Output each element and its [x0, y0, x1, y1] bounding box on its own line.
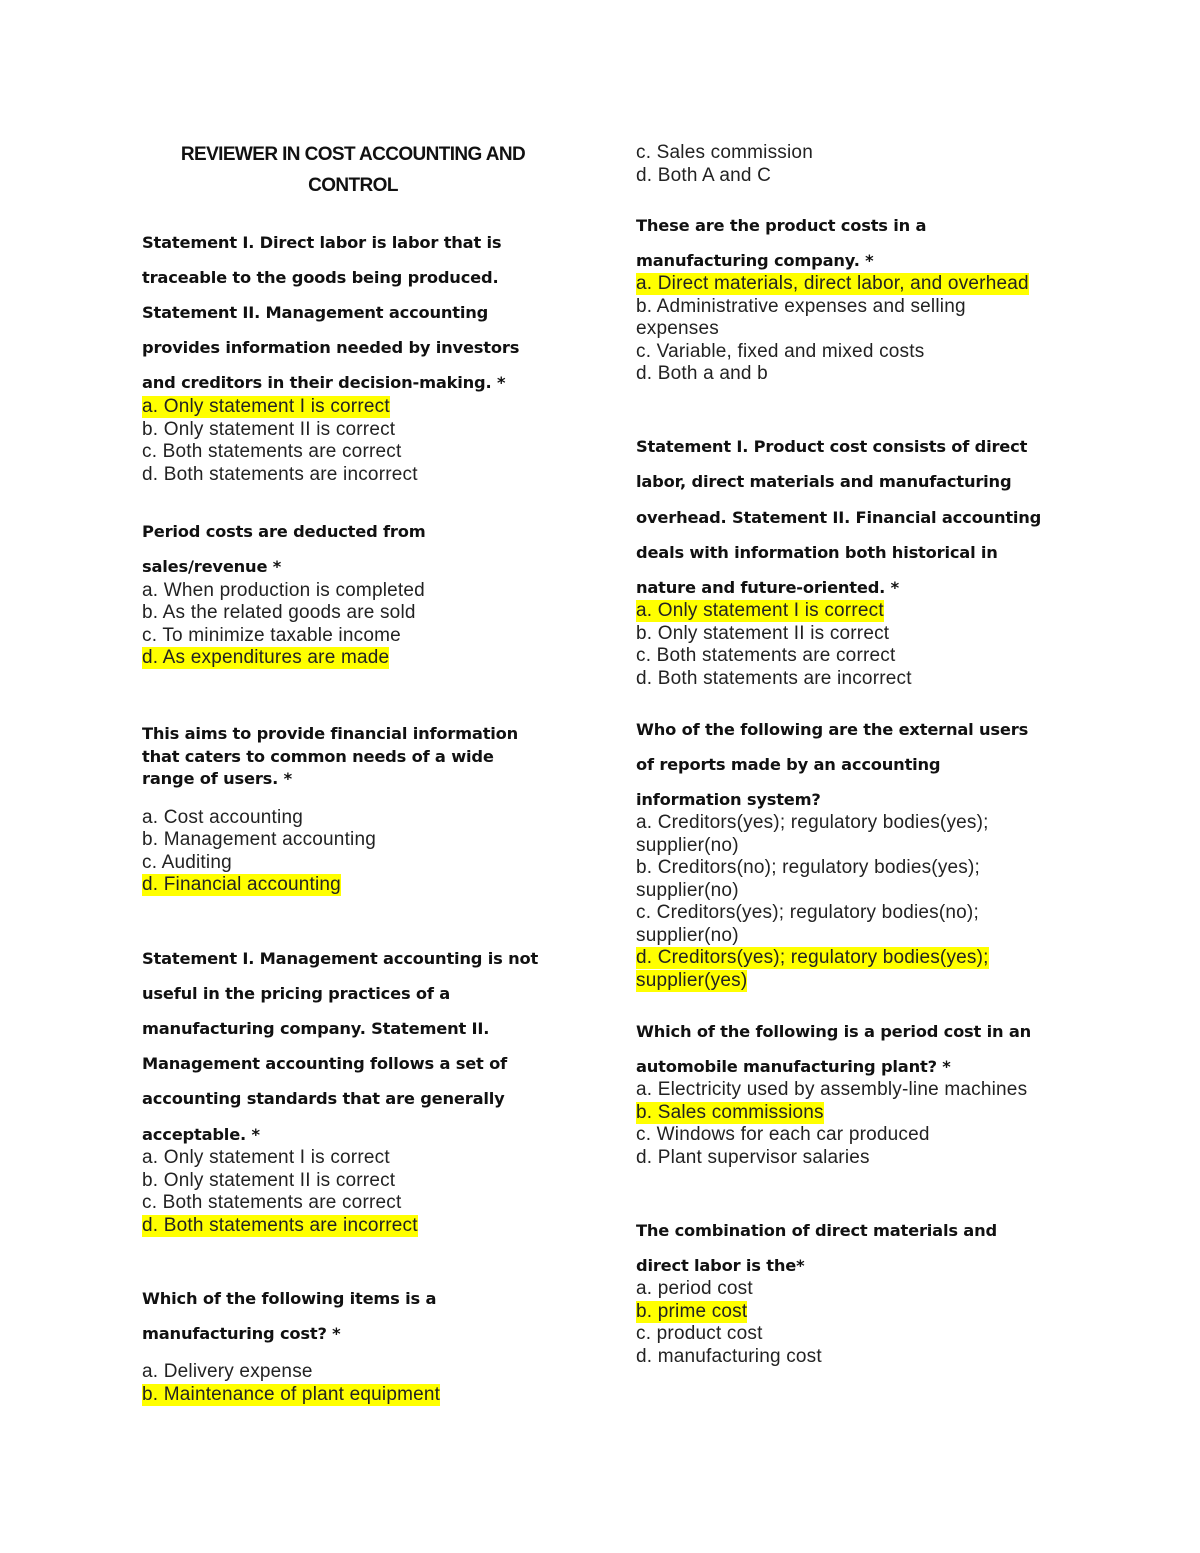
- question-text: nature and future-oriented. *: [636, 578, 899, 597]
- document-title-line-1: REVIEWER IN COST ACCOUNTING AND: [180, 144, 526, 165]
- answer-option: b. Management accounting: [142, 829, 377, 850]
- answer-option-highlighted: supplier(yes): [636, 970, 748, 991]
- answer-option-highlighted: d. Financial accounting: [142, 874, 341, 895]
- answer-option-highlighted: d. Both statements are incorrect: [142, 1215, 418, 1236]
- answer-option-highlighted: d. As expenditures are made: [142, 647, 390, 668]
- answer-option: d. manufacturing cost: [636, 1346, 822, 1367]
- question-text: Who of the following are the external users: [636, 720, 1029, 739]
- question-text: This aims to provide financial information: [142, 724, 519, 743]
- question-text: These are the product costs in a: [636, 216, 927, 235]
- question-text: automobile manufacturing plant? *: [636, 1057, 951, 1076]
- answer-option: d. Both statements are incorrect: [636, 668, 912, 689]
- answer-option: c. Sales commission: [636, 142, 813, 163]
- question-text: information system?: [636, 790, 821, 809]
- question-text: sales/revenue *: [142, 557, 282, 576]
- question-text: labor, direct materials and manufacturing: [636, 472, 1012, 491]
- answer-option-highlighted: a. Only statement I is correct: [636, 600, 884, 621]
- answer-option: b. Only statement II is correct: [142, 419, 396, 440]
- answer-option-highlighted: d. Creditors(yes); regulatory bodies(yes);: [636, 947, 989, 968]
- question-text: deals with information both historical in: [636, 543, 998, 562]
- answer-option: d. Both A and C: [636, 165, 772, 186]
- answer-option: c. Windows for each car produced: [636, 1124, 930, 1145]
- answer-option: c. Both statements are correct: [142, 441, 402, 462]
- question-text: of reports made by an accounting: [636, 755, 941, 774]
- answer-option: d. Both a and b: [636, 363, 768, 384]
- document-title-line-2: CONTROL: [308, 175, 398, 196]
- question-text: Management accounting follows a set of: [142, 1054, 507, 1073]
- answer-option: c. To minimize taxable income: [142, 625, 401, 646]
- question-text: and creditors in their decision-making. *: [142, 373, 506, 392]
- question-text: Statement II. Management accounting: [142, 303, 489, 322]
- answer-option: c. Variable, fixed and mixed costs: [636, 341, 925, 362]
- answer-option-highlighted: a. Direct materials, direct labor, and overhead: [636, 273, 1029, 294]
- question-text: acceptable. *: [142, 1125, 260, 1144]
- answer-option: a. Only statement I is correct: [142, 1147, 390, 1168]
- answer-option: supplier(no): [636, 880, 739, 901]
- answer-option: c. Both statements are correct: [636, 645, 896, 666]
- answer-option-highlighted: b. prime cost: [636, 1301, 748, 1322]
- answer-option-highlighted: a. Only statement I is correct: [142, 396, 390, 417]
- answer-option: a. When production is completed: [142, 580, 425, 601]
- answer-option: b. Creditors(no); regulatory bodies(yes);: [636, 857, 981, 878]
- answer-option: d. Both statements are incorrect: [142, 464, 418, 485]
- question-text: manufacturing company. *: [636, 251, 874, 270]
- question-text: range of users. *: [142, 769, 292, 788]
- question-text: Statement I. Management accounting is not: [142, 949, 539, 968]
- question-text: Which of the following is a period cost in an: [636, 1022, 1032, 1041]
- answer-option: b. Only statement II is correct: [142, 1170, 396, 1191]
- question-text: that caters to common needs of a wide: [142, 747, 494, 766]
- answer-option: a. period cost: [636, 1278, 753, 1299]
- question-text: useful in the pricing practices of a: [142, 984, 451, 1003]
- answer-option: c. Auditing: [142, 852, 232, 873]
- question-text: overhead. Statement II. Financial accounting: [636, 508, 1042, 527]
- answer-option: expenses: [636, 318, 719, 339]
- question-text: direct labor is the*: [636, 1256, 805, 1275]
- question-text: manufacturing cost? *: [142, 1324, 341, 1343]
- question-text: Period costs are deducted from: [142, 522, 426, 541]
- answer-option: supplier(no): [636, 925, 739, 946]
- answer-option: c. Both statements are correct: [142, 1192, 402, 1213]
- answer-option: a. Electricity used by assembly-line machines: [636, 1079, 1028, 1100]
- answer-option: a. Delivery expense: [142, 1361, 313, 1382]
- question-text: Statement I. Direct labor is labor that is: [142, 233, 502, 252]
- question-text: provides information needed by investors: [142, 338, 520, 357]
- answer-option: b. As the related goods are sold: [142, 602, 416, 623]
- answer-option: b. Administrative expenses and selling: [636, 296, 966, 317]
- question-text: The combination of direct materials and: [636, 1221, 997, 1240]
- answer-option: a. Creditors(yes); regulatory bodies(yes);: [636, 812, 989, 833]
- question-text: accounting standards that are generally: [142, 1089, 505, 1108]
- question-text: traceable to the goods being produced.: [142, 268, 499, 287]
- question-text: Statement I. Product cost consists of direct: [636, 437, 1028, 456]
- answer-option: c. Creditors(yes); regulatory bodies(no);: [636, 902, 979, 923]
- answer-option: d. Plant supervisor salaries: [636, 1147, 870, 1168]
- answer-option: supplier(no): [636, 835, 739, 856]
- answer-option-highlighted: b. Maintenance of plant equipment: [142, 1384, 441, 1405]
- answer-option-highlighted: b. Sales commissions: [636, 1102, 824, 1123]
- question-text: manufacturing company. Statement II.: [142, 1019, 490, 1038]
- answer-option: c. product cost: [636, 1323, 763, 1344]
- answer-option: a. Cost accounting: [142, 807, 303, 828]
- answer-option: b. Only statement II is correct: [636, 623, 890, 644]
- question-text: Which of the following items is a: [142, 1289, 437, 1308]
